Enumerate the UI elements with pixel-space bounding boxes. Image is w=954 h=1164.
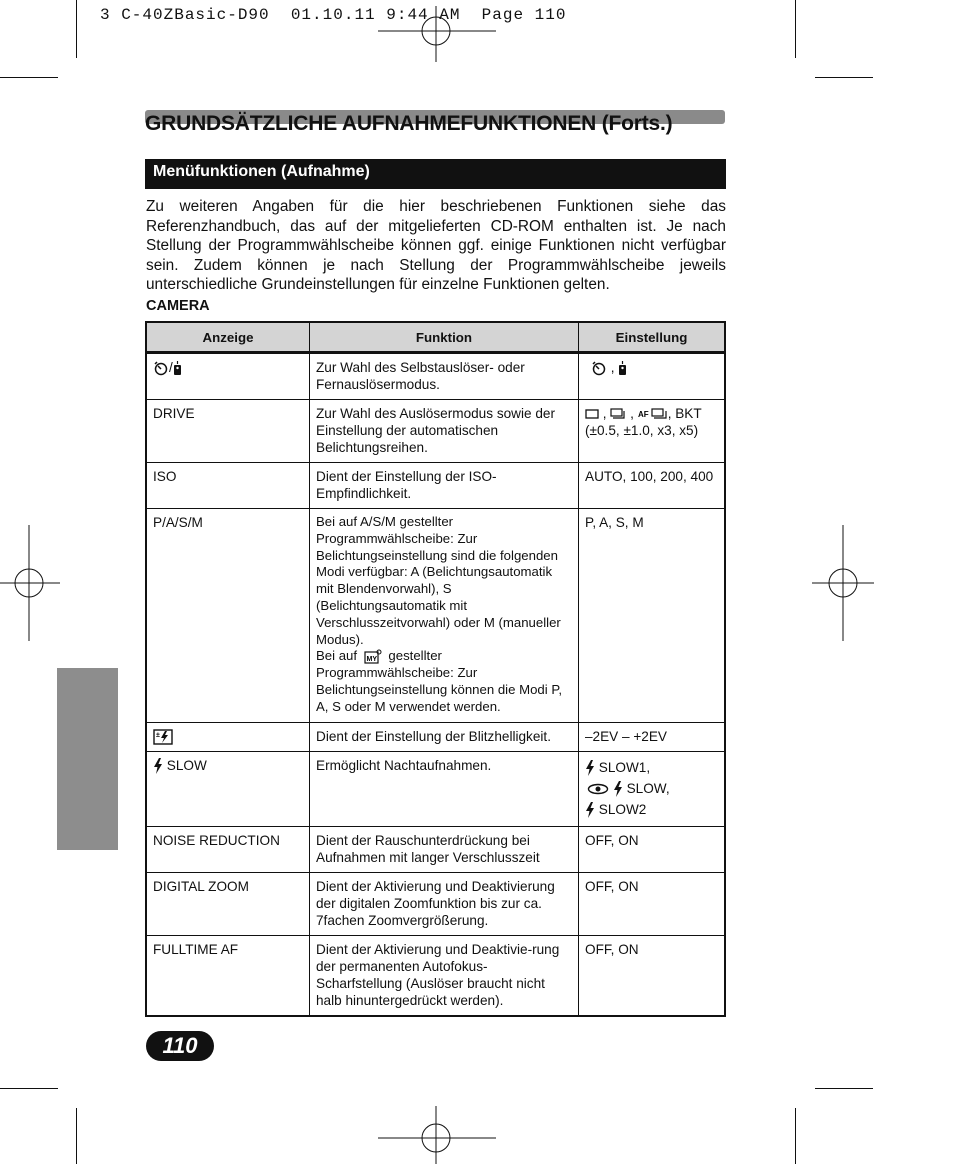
side-thumb-tab bbox=[57, 668, 118, 850]
crop-mark bbox=[815, 1088, 873, 1089]
slow-option: SLOW, bbox=[626, 780, 670, 796]
svg-text:MY: MY bbox=[366, 656, 377, 664]
page-title: GRUNDSÄTZLICHE AUFNAHMEFUNKTIONEN (Forts.) bbox=[145, 112, 673, 135]
cell-anzeige: DIGITAL ZOOM bbox=[146, 872, 310, 935]
flash-intensity-icon bbox=[153, 729, 173, 745]
crop-mark bbox=[0, 77, 58, 78]
bkt-label: , BKT bbox=[667, 406, 702, 421]
cell-einstellung: AUTO, 100, 200, 400 bbox=[579, 463, 726, 509]
flash-icon bbox=[613, 781, 623, 797]
slow-option: SLOW1, bbox=[598, 759, 651, 775]
cell-einstellung: , bbox=[579, 353, 726, 400]
flash-icon bbox=[585, 802, 595, 818]
single-frame-icon bbox=[585, 409, 599, 419]
cell-funktion: Zur Wahl des Selbstauslöser- oder Fernauslösermodus. bbox=[310, 353, 579, 400]
table-row bbox=[146, 751, 725, 826]
cell-funktion: Dient der Aktivierung und Deaktivie-rung der permanenten Autofokus-Scharfstellung (Auslöser braucht nicht halb hinuntergedrückt werden). bbox=[310, 935, 579, 1016]
table-row bbox=[146, 353, 725, 400]
my-mode-icon bbox=[364, 649, 382, 664]
section-header bbox=[145, 159, 726, 189]
page-number: 110 bbox=[146, 1031, 214, 1061]
print-header: 3 C-40ZBasic-D90 01.10.11 9:44 AM Page 110 bbox=[100, 6, 567, 24]
table-header-row bbox=[146, 322, 725, 353]
svg-text:AF: AF bbox=[637, 410, 649, 420]
crop-mark bbox=[815, 77, 873, 78]
cell-funktion: Dient der Einstellung der ISO-Empfindlichkeit. bbox=[310, 463, 579, 509]
flash-icon bbox=[153, 758, 163, 774]
cell-anzeige: FULLTIME AF bbox=[146, 935, 310, 1016]
remote-control-icon bbox=[173, 360, 182, 376]
crop-mark bbox=[0, 1088, 58, 1089]
registration-mark-icon bbox=[0, 525, 60, 641]
slow-label: SLOW bbox=[166, 757, 207, 773]
header-anzeige: Anzeige bbox=[146, 322, 310, 353]
registration-mark-icon bbox=[812, 525, 874, 641]
header-einstellung: Einstellung bbox=[579, 322, 726, 353]
table-row bbox=[146, 872, 725, 935]
cell-einstellung: , , AF , BKT (±0.5, ±1.0, x3, x5) bbox=[579, 400, 726, 463]
table-row bbox=[146, 935, 725, 1016]
crop-mark bbox=[795, 0, 796, 58]
cell-anzeige bbox=[146, 722, 310, 751]
cell-funktion: Dient der Rauschunterdrückung bei Aufnahmen mit langer Verschlusszeit bbox=[310, 826, 579, 872]
cell-anzeige bbox=[146, 353, 310, 400]
slow-option: SLOW2 bbox=[598, 801, 647, 817]
cell-funktion: Zur Wahl des Auslösermodus sowie der Einstellung der automatischen Belichtungsreihen. bbox=[310, 400, 579, 463]
self-timer-icon bbox=[591, 360, 607, 376]
funktion-text: Bei auf bbox=[316, 648, 358, 664]
table-row bbox=[146, 826, 725, 872]
sequential-icon bbox=[610, 408, 626, 420]
section-title: Menüfunktionen (Aufnahme) bbox=[153, 163, 370, 180]
crop-mark bbox=[795, 1108, 796, 1164]
af-sequential-icon bbox=[638, 408, 668, 420]
intro-paragraph: Zu weiteren Angaben für die hier beschriebenen Funktionen siehe das Referenzhandbuch, das auf der mitgelieferten CD-ROM enthalten ist. Je nach Stellung der Programmwählscheibe können ggf. einige Funktionen nicht verfügbar sein. Zudem können je nach Stellung der Programmwählscheibe jeweils unterschiedliche Grundeinstellungen für einzelne Funktionen gelten. bbox=[146, 198, 726, 293]
cell-funktion: Dient der Aktivierung und Deaktivierung der digitalen Zoomfunktion bis zur ca. 7fachen Zoomvergrößerung. bbox=[310, 872, 579, 935]
camera-label: CAMERA bbox=[146, 298, 210, 314]
remote-control-icon bbox=[618, 360, 627, 376]
funktion-text: Bei auf A/S/M gestellter Programmwählscheibe: Zur Belichtungseinstellung sind die folgenden Modi verfügbar: A (Belichtungsautomatik mit Blendenvorwahl), S (Belichtungsautomatik mit Verschlusszeitvorwahl) oder M (manueller Modus). bbox=[316, 514, 561, 647]
cell-funktion bbox=[310, 509, 579, 723]
cell-einstellung bbox=[579, 751, 726, 826]
red-eye-reduction-icon bbox=[587, 783, 609, 795]
funktion-text: gestellter Programmwählscheibe: Zur Belichtungseinstellung können die Modi P, A, S oder M verwendet werden. bbox=[316, 648, 563, 714]
cell-einstellung: OFF, ON bbox=[579, 935, 726, 1016]
crop-mark bbox=[76, 0, 77, 58]
cell-anzeige: P/A/S/M bbox=[146, 509, 310, 723]
flash-icon bbox=[585, 760, 595, 776]
slash-separator: / bbox=[169, 360, 173, 375]
registration-mark-icon bbox=[378, 1106, 496, 1164]
cell-einstellung: P, A, S, M bbox=[579, 509, 726, 723]
cell-anzeige: NOISE REDUCTION bbox=[146, 826, 310, 872]
self-timer-icon bbox=[153, 360, 169, 376]
cell-anzeige bbox=[146, 751, 310, 826]
table-row bbox=[146, 722, 725, 751]
table-row bbox=[146, 400, 725, 463]
table-row bbox=[146, 509, 725, 723]
menu-functions-table bbox=[145, 321, 726, 1017]
cell-einstellung: OFF, ON bbox=[579, 826, 726, 872]
table-row bbox=[146, 463, 725, 509]
cell-anzeige: DRIVE bbox=[146, 400, 310, 463]
bkt-detail: (±0.5, ±1.0, x3, x5) bbox=[585, 423, 699, 438]
cell-einstellung: –2EV – +2EV bbox=[579, 722, 726, 751]
cell-einstellung: OFF, ON bbox=[579, 872, 726, 935]
svg-text:±: ± bbox=[156, 731, 160, 739]
cell-funktion: Ermöglicht Nachtaufnahmen. bbox=[310, 751, 579, 826]
cell-anzeige: ISO bbox=[146, 463, 310, 509]
header-funktion: Funktion bbox=[310, 322, 579, 353]
cell-funktion: Dient der Einstellung der Blitzhelligkeit. bbox=[310, 722, 579, 751]
crop-mark bbox=[76, 1108, 77, 1164]
